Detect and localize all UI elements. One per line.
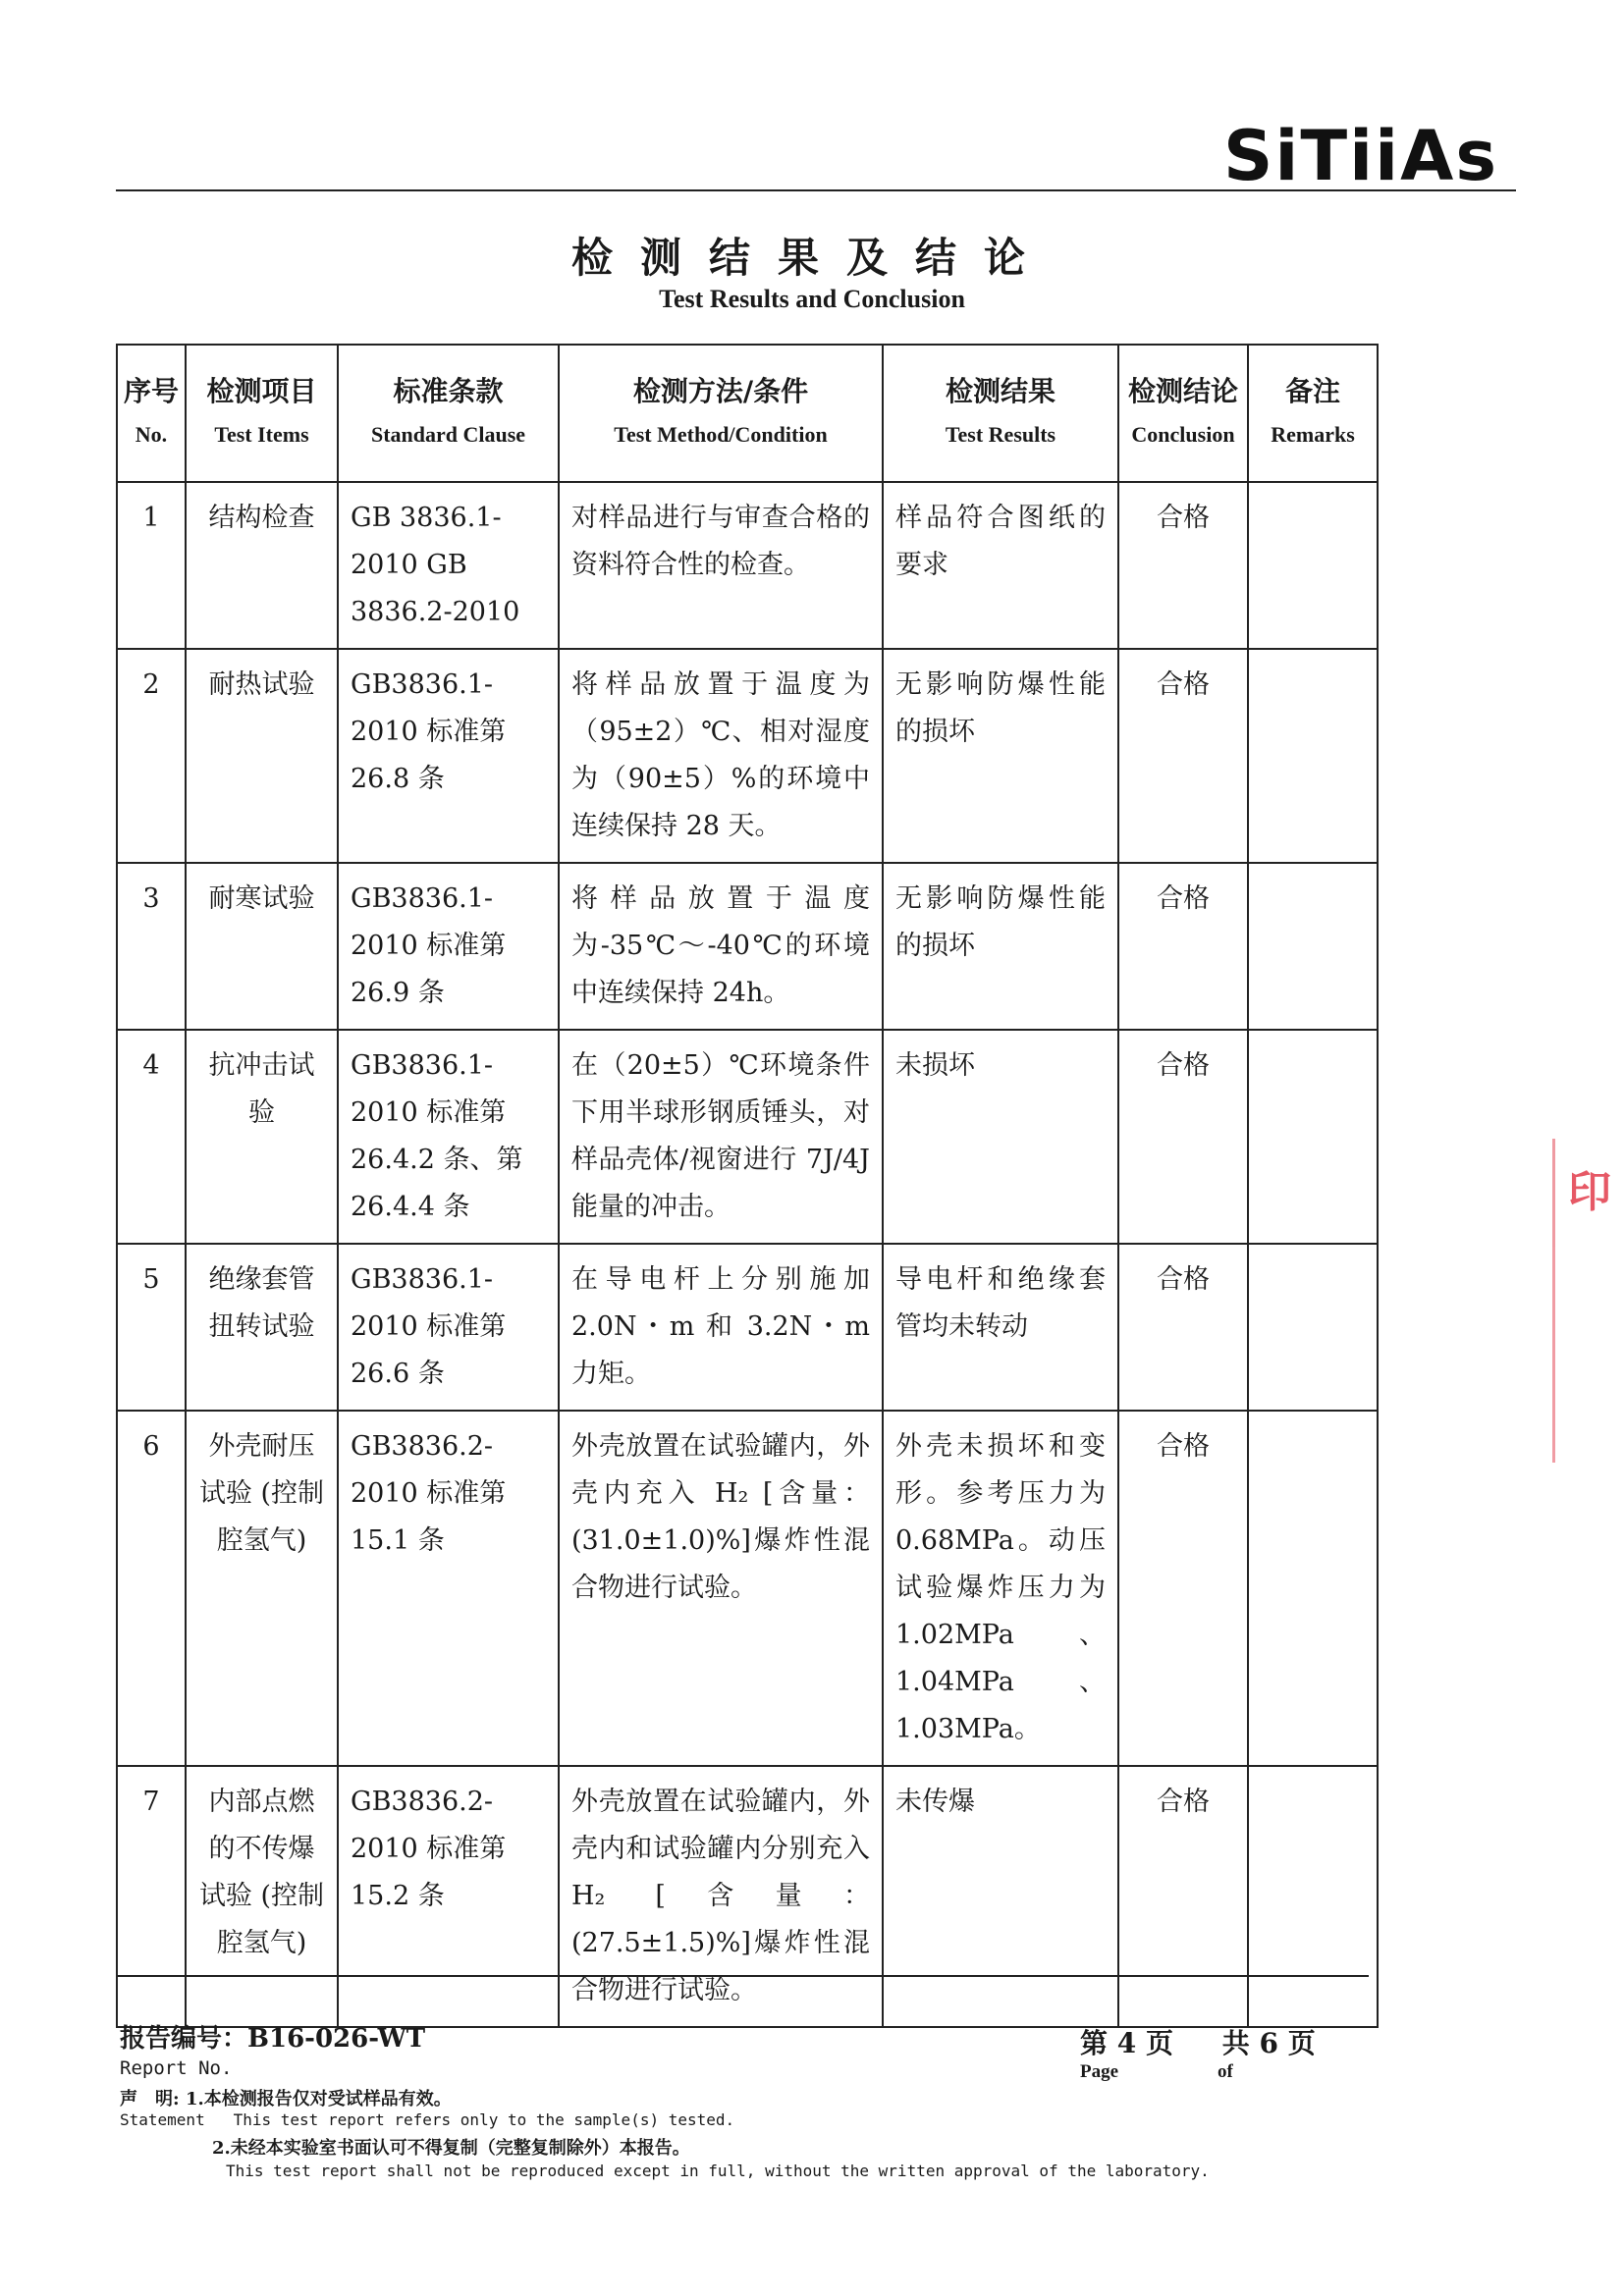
statement-line-2: 2.未经本实验室书面认可不得复制（完整复制除外）本报告。 [212,2138,690,2159]
row-conclusion: 合格 [1118,1766,1248,2027]
row-no: 1 [117,482,186,649]
row-no: 5 [117,1244,186,1411]
row-method: 在（20±5）℃环境条件下用半球形钢质锤头，对样品壳体/视窗进行 7J/4J 能量的冲击。 [559,1030,883,1244]
statement-line-2-en: This test report shall not be reproduced except in full, without the written approval of the laboratory. [226,2162,1210,2180]
row-no: 3 [117,863,186,1030]
header-remarks: 备注 Remarks [1248,345,1378,482]
row-clause: GB3836.1-2010 标准第 26.6 条 [338,1244,559,1411]
header-no: 序号 No. [117,345,186,482]
row-clause: GB3836.1-2010 标准第 26.8 条 [338,649,559,863]
row-result: 未损坏 [883,1030,1118,1244]
row-no: 7 [117,1766,186,2027]
row-result: 样品符合图纸的要求 [883,482,1118,649]
header-test-items: 检测项目 Test Items [186,345,338,482]
row-method: 对样品进行与审查合格的资料符合性的检查。 [559,482,883,649]
table-row [117,1244,1378,1411]
header-conclusion: 检测结论 Conclusion [1118,345,1248,482]
page-total: 6 [1259,2027,1279,2059]
row-remarks [1248,1030,1378,1244]
footer-rule [116,1975,1369,1977]
report-number-en: Report No. [120,2057,233,2079]
row-result: 无影响防爆性能的损坏 [883,649,1118,863]
company-logo: SiTiiAs [1223,116,1498,196]
page-title-cn: 检测结果及结论 [570,234,1053,282]
table-row [117,649,1378,863]
row-item: 结构检查 [186,482,338,649]
row-item: 耐热试验 [186,649,338,863]
table-row [117,482,1378,649]
row-conclusion: 合格 [1118,863,1248,1030]
statement-line-1: 声 明: 1.本检测报告仅对受试样品有效。 [120,2089,452,2109]
row-clause: GB3836.1-2010 标准第 26.4.2 条、第 26.4.4 条 [338,1030,559,1244]
row-clause: GB3836.1-2010 标准第 26.9 条 [338,863,559,1030]
row-remarks [1248,1244,1378,1411]
row-method: 外壳放置在试验罐内，外壳内充入 H₂ [含量：(31.0±1.0)%]爆炸性混合物进行试验。 [559,1411,883,1766]
table-header-row [117,345,1378,482]
results-table [116,344,1379,2028]
row-remarks [1248,1766,1378,2027]
row-remarks [1248,1411,1378,1766]
row-method: 外壳放置在试验罐内，外壳内和试验罐内分别充入 H₂ [含量：(27.5±1.5)%]爆炸性混合物进行试验。 [559,1766,883,2027]
row-result: 无影响防爆性能的损坏 [883,863,1118,1030]
red-seal-stamp: 印 [1552,1139,1624,1463]
row-conclusion: 合格 [1118,649,1248,863]
header-standard-clause: 标准条款 Standard Clause [338,345,559,482]
row-item: 绝缘套管扭转试验 [186,1244,338,1411]
header-rule [116,189,1516,191]
report-number [120,2018,425,2055]
row-conclusion: 合格 [1118,1411,1248,1766]
page-title-en: Test Results and Conclusion [659,285,965,313]
row-remarks [1248,863,1378,1030]
row-result: 未传爆 [883,1766,1118,2027]
table-row [117,1411,1378,1766]
row-remarks [1248,649,1378,863]
row-conclusion: 合格 [1118,1244,1248,1411]
row-clause: GB 3836.1-2010 GB 3836.2-2010 [338,482,559,649]
row-clause: GB3836.2-2010 标准第 15.2 条 [338,1766,559,2027]
report-number-value: B16-026-WT [247,2024,426,2054]
table-row [117,1030,1378,1244]
page-indicator: 第 4 页 共 6 页 [1080,2027,1316,2059]
row-item: 内部点燃的不传爆试验 (控制腔氢气) [186,1766,338,2027]
header-test-results: 检测结果 Test Results [883,345,1118,482]
row-method: 将样品放置于温度为-35℃～-40℃的环境中连续保持 24h。 [559,863,883,1030]
header-test-method: 检测方法/条件 Test Method/Condition [559,345,883,482]
row-item: 耐寒试验 [186,863,338,1030]
row-clause: GB3836.2-2010 标准第 15.1 条 [338,1411,559,1766]
table-row [117,1766,1378,2027]
row-item: 抗冲击试验 [186,1030,338,1244]
row-no: 6 [117,1411,186,1766]
row-conclusion: 合格 [1118,482,1248,649]
row-conclusion: 合格 [1118,1030,1248,1244]
row-result: 导电杆和绝缘套管均未转动 [883,1244,1118,1411]
page-current: 4 [1116,2027,1137,2059]
row-no: 2 [117,649,186,863]
report-number-label: 报告编号： [120,2024,248,2054]
row-result: 外壳未损坏和变形。参考压力为 0.68MPa。动压试验爆炸压力为 1.02MPa、1.04MPa、1.03MPa。 [883,1411,1118,1766]
row-method: 在导电杆上分别施加 2.0N・m 和 3.2N・m 力矩。 [559,1244,883,1411]
row-no: 4 [117,1030,186,1244]
page-indicator-en: Page of [1080,2061,1233,2082]
row-method: 将样品放置于温度为（95±2）℃、相对湿度为（90±5）%的环境中连续保持 28 天。 [559,649,883,863]
statement-line-1-en: Statement This test report refers only to the sample(s) tested. [120,2110,735,2129]
row-item: 外壳耐压试验 (控制腔氢气) [186,1411,338,1766]
table-row [117,863,1378,1030]
row-remarks [1248,482,1378,649]
